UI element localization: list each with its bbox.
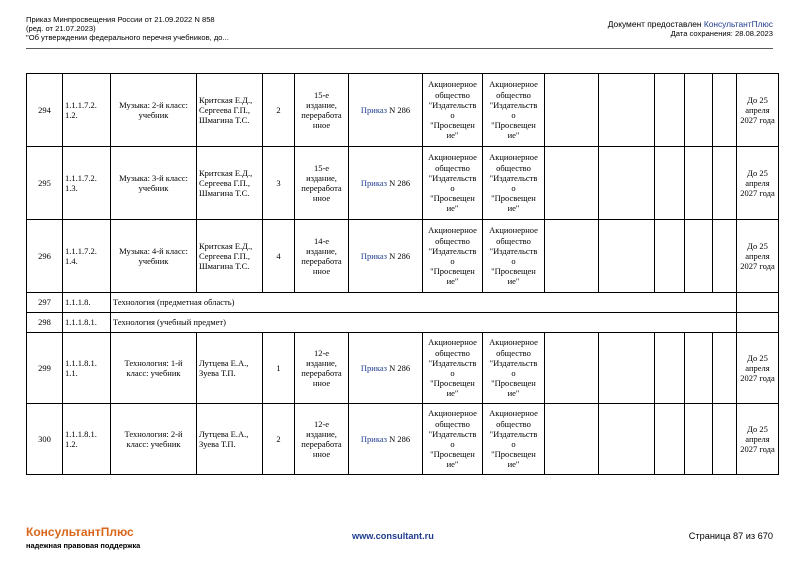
publisher-copyright: Акционерное общество "Издательств о "Просвещен ие" [483, 74, 545, 147]
textbook-title: Технология: 2-й класс: учебник [111, 404, 197, 475]
table-row [27, 404, 779, 475]
empty-cell [713, 220, 737, 293]
header-line-2: (ред. от 21.07.2023) [26, 24, 96, 34]
order-reference [349, 333, 423, 404]
row-code: 1.1.1.8. [63, 293, 111, 313]
row-number: 297 [27, 293, 63, 313]
empty-cell [545, 147, 599, 220]
header-divider [26, 48, 773, 49]
textbook-table [26, 73, 779, 475]
grade: 1 [263, 333, 295, 404]
order-link[interactable]: Приказ [360, 177, 387, 188]
textbook-authors: Лутцева Е.А., Зуева Т.П. [197, 404, 263, 475]
deadline: До 25 апреля 2027 года [737, 333, 779, 404]
empty-cell [655, 74, 685, 147]
publisher-copyright: Акционерное общество "Издательств о "Просвещен ие" [483, 404, 545, 475]
textbook-title: Музыка: 3-й класс: учебник [111, 147, 197, 220]
textbook-title: Музыка: 4-й класс: учебник [111, 220, 197, 293]
row-number: 295 [27, 147, 63, 220]
publisher-copyright: Акционерное общество "Издательств о "Просвещен ие" [483, 333, 545, 404]
row-number: 296 [27, 220, 63, 293]
publisher: Акционерное общество "Издательств о "Просвещен ие" [423, 74, 483, 147]
textbook-authors: Лутцева Е.А., Зуева Т.П. [197, 333, 263, 404]
deadline: До 25 апреля 2027 года [737, 147, 779, 220]
row-number: 298 [27, 313, 63, 333]
empty-cell [685, 333, 713, 404]
empty-cell [655, 220, 685, 293]
section-title: Технология (учебный предмет) [111, 313, 737, 333]
section-row [27, 313, 779, 333]
grade: 2 [263, 74, 295, 147]
publisher: Акционерное общество "Издательств о "Просвещен ие" [423, 333, 483, 404]
grade: 4 [263, 220, 295, 293]
empty-cell [713, 404, 737, 475]
order-link[interactable]: Приказ [360, 433, 387, 444]
order-number: N 286 [386, 433, 411, 444]
publisher: Акционерное общество "Издательств о "Просвещен ие" [423, 147, 483, 220]
edition: 15-е издание, переработа нное [295, 74, 349, 147]
empty-cell [599, 147, 655, 220]
publisher: Акционерное общество "Издательств о "Просвещен ие" [423, 404, 483, 475]
deadline: До 25 апреля 2027 года [737, 220, 779, 293]
textbook-authors: Критская Е.Д., Сергеева Г.П., Шмагина Т.С. [197, 220, 263, 293]
empty-cell [713, 147, 737, 220]
header-line-1: Приказ Минпросвещения России от 21.09.2022 N 858 [26, 15, 215, 24]
empty-cell [545, 404, 599, 475]
section-row [27, 293, 779, 313]
empty-cell [685, 404, 713, 475]
empty-cell [685, 220, 713, 293]
empty-cell [685, 147, 713, 220]
row-code: 1.1.1.8.1. 1.2. [63, 404, 111, 475]
order-link[interactable]: Приказ [360, 250, 387, 261]
row-code: 1.1.1.8.1. 1.1. [63, 333, 111, 404]
row-code: 1.1.1.7.2. 1.3. [63, 147, 111, 220]
empty-cell [713, 74, 737, 147]
empty-cell [599, 220, 655, 293]
empty-cell [545, 333, 599, 404]
row-number: 294 [27, 74, 63, 147]
order-reference [349, 147, 423, 220]
textbook-authors: Критская Е.Д., Сергеева Г.П., Шмагина Т.С. [197, 147, 263, 220]
textbook-title: Музыка: 2-й класс: учебник [111, 74, 197, 147]
order-link[interactable]: Приказ [360, 104, 387, 115]
order-reference [349, 404, 423, 475]
publisher-copyright: Акционерное общество "Издательств о "Просвещен ие" [483, 147, 545, 220]
footer-brand-logo: КонсультантПлюс [26, 525, 134, 539]
empty-cell [655, 404, 685, 475]
footer-tagline: надежная правовая поддержка [26, 541, 141, 550]
provided-by-label: Документ предоставлен [607, 19, 704, 29]
footer-url-link[interactable]: www.consultant.ru [352, 531, 434, 541]
empty-cell [599, 404, 655, 475]
textbook-title: Технология: 1-й класс: учебник [111, 333, 197, 404]
deadline: До 25 апреля 2027 года [737, 404, 779, 475]
document-provider-info [608, 19, 773, 39]
empty-cell [737, 293, 779, 313]
order-reference [349, 74, 423, 147]
grade: 2 [263, 404, 295, 475]
row-code: 1.1.1.8.1. [63, 313, 111, 333]
publisher-copyright: Акционерное общество "Издательств о "Просвещен ие" [483, 220, 545, 293]
empty-cell [599, 333, 655, 404]
empty-cell [545, 74, 599, 147]
row-code: 1.1.1.7.2. 1.2. [63, 74, 111, 147]
row-number: 300 [27, 404, 63, 475]
empty-cell [685, 74, 713, 147]
table-row [27, 333, 779, 404]
order-reference [349, 220, 423, 293]
empty-cell [599, 74, 655, 147]
deadline: До 25 апреля 2027 года [737, 74, 779, 147]
row-code: 1.1.1.7.2. 1.4. [63, 220, 111, 293]
save-date: Дата сохранения: 28.08.2023 [670, 29, 773, 38]
table-row [27, 147, 779, 220]
order-link[interactable]: Приказ [360, 362, 387, 373]
row-number: 299 [27, 333, 63, 404]
empty-cell [545, 220, 599, 293]
page-number: Страница 87 из 670 [688, 531, 773, 541]
order-number: N 286 [386, 177, 411, 188]
table-row [27, 74, 779, 147]
edition: 12-е издание, переработа нное [295, 333, 349, 404]
empty-cell [655, 147, 685, 220]
order-number: N 286 [386, 104, 411, 115]
publisher: Акционерное общество "Издательств о "Просвещен ие" [423, 220, 483, 293]
provider-brand-link[interactable]: КонсультантПлюс [703, 19, 773, 29]
empty-cell [737, 313, 779, 333]
order-number: N 286 [386, 250, 411, 261]
edition: 15-е издание, переработа нное [295, 147, 349, 220]
section-title: Технология (предметная область) [111, 293, 737, 313]
grade: 3 [263, 147, 295, 220]
header-line-3: "Об утверждении федерального перечня учебников, до... [26, 33, 229, 43]
document-header-title [26, 15, 326, 43]
edition: 14-е издание, переработа нное [295, 220, 349, 293]
empty-cell [713, 333, 737, 404]
empty-cell [655, 333, 685, 404]
edition: 12-е издание, переработа нное [295, 404, 349, 475]
textbook-authors: Критская Е.Д., Сергеева Г.П., Шмагина Т.С. [197, 74, 263, 147]
order-number: N 286 [386, 362, 411, 373]
table-row [27, 220, 779, 293]
